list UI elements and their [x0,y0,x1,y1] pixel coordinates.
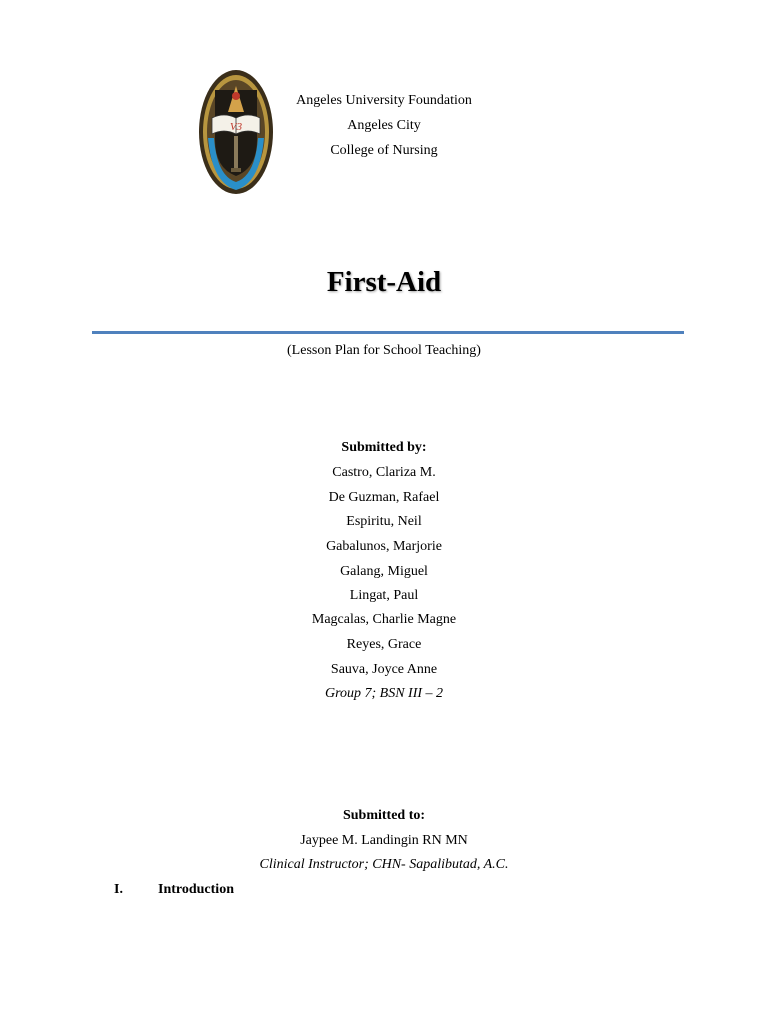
member-name: Sauva, Joyce Anne [330,662,438,677]
submitted-to-label: Submitted to: [342,808,426,823]
college-name: College of Nursing [330,143,438,158]
title-divider [92,331,684,334]
member-name: Castro, Clariza M. [332,465,436,480]
member-name: Lingat, Paul [349,588,419,603]
member-name: Gabalunos, Marjorie [326,539,442,554]
instructor-name: Jaypee M. Landingin RN MN [300,833,468,848]
submitted-by-label: Submitted by: [341,440,427,455]
institution-name: Angeles University Foundation [296,93,472,108]
member-name: Espiritu, Neil [346,514,422,529]
section-title: Introduction [158,882,234,897]
institution-city: Angeles City [347,118,421,133]
member-name: Galang, Miguel [340,564,428,579]
member-name: Reyes, Grace [346,637,422,652]
group-section: Group 7; BSN III – 2 [324,686,444,701]
member-name: Magcalas, Charlie Magne [311,612,457,627]
seal-monogram: V3 [229,121,243,133]
instructor-role: Clinical Instructor; CHN- Sapalibutad, A.C. [259,857,509,872]
section-number: I. [114,882,123,897]
document-title: First-Aid [326,266,442,298]
document-subtitle: (Lesson Plan for School Teaching) [287,343,481,358]
member-name: De Guzman, Rafael [328,490,440,505]
